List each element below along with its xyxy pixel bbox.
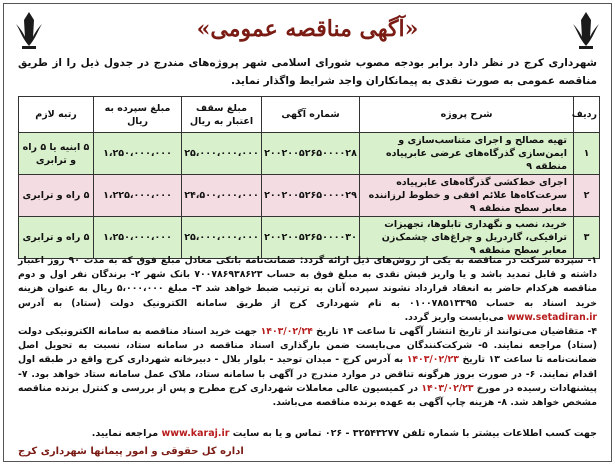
cell-ceiling: ۲۵،۰۰۰،۰۰۰،۰۰۰ <box>182 133 262 175</box>
cell-row-number: ۳ <box>574 217 600 259</box>
tender-notice <box>3 3 612 462</box>
cell-row-number: ۱ <box>574 133 600 175</box>
notice-title: «آگهی مناقصه عمومی» <box>196 16 419 42</box>
cell-deposit: ۱،۲۵۰،۰۰۰،۰۰۰ <box>94 133 182 175</box>
header-ad-number: شماره آگهی <box>262 97 360 133</box>
header-ceiling: مبلغ سقف اعتبار به ریال <box>182 97 262 133</box>
terms-text: جهت خرید اسناد مناقصه به سامانه الکترونیکی دولت (ستاد) مراجعه نمایند. ۵- شرکت‌کنندگان می‌بایست ضمن بارگذاری اسناد مناقصه در سامانه ستاد، نسبت به تحویل اصل ضمانت‌نامه تا ساعت ۱۳ تاریخ <box>18 326 597 366</box>
cell-grade: ۵ ابنیه یا ۵ راه و ترابری <box>19 133 94 175</box>
cell-ceiling: ۲۴،۵۰۰،۰۰۰،۰۰۰ <box>182 175 262 217</box>
cell-deposit: ۱،۲۵۰،۰۰۰،۰۰۰ <box>94 217 182 259</box>
contact-line <box>18 428 597 439</box>
cell-row-number: ۲ <box>574 175 600 217</box>
cell-project: خرید، نصب و نگهداری تابلوها، تجهیزات ترافیکی، گاردریل و چراغ‌های چشمک‌زن معابر سطح منطقه ۹ <box>360 217 574 259</box>
terms-paragraph <box>18 254 597 325</box>
contact-text: مراجعه نمایید. <box>91 428 159 439</box>
cell-ad-number: ۲۰۰۲۰۰۵۲۶۵۰۰۰۰۲۸ <box>262 133 360 175</box>
terms-text: ۴- متقاضیان می‌توانند از تاریخ انتشار آگهی تا ساعت ۱۴ تاریخ <box>316 326 597 338</box>
cell-ceiling: ۲۵،۰۰۰،۰۰۰،۰۰۰ <box>182 217 262 259</box>
contact-text: جهت کسب اطلاعات بیشتر با شماره تلفن ۳۲۵۴۳۲۷۷ - ۰۲۶ تماس و یا به سایت <box>232 428 597 439</box>
cell-grade: ۵ راه و ترابری <box>19 217 94 259</box>
terms-text: در کمیسیون عالی معاملات شهرداری کرج مطرح و پس از بررسی و کنترل برنده مناقصه مشخص خواهد شد. ۸- هزینه چاپ آگهی به عهده برنده مناقصه می‌باشد. <box>18 382 597 409</box>
terms-paragraph <box>18 325 597 410</box>
issuer-footer: اداره کل حقوقی و امور پیمانها شهرداری کرج <box>18 446 244 457</box>
terms-text: به آدرس کرج - میدان توحید - بلوار بلال - دبیرخانه شهرداری کرج واقع در طبقه اول اقدام نمایند. ۶- در صورت بروز هرگونه تناقض در موارد مندرج در آگهی با سامانه ستاد، ملاک عمل سامانه ستاد خواهد بود. ۷- پیشنهادات رسیده در مورخ <box>18 354 597 394</box>
projects-table <box>18 96 600 259</box>
guarantee-date: ۱۴۰۳/۰۲/۲۳ <box>406 354 459 366</box>
table-row <box>19 175 600 217</box>
table-row <box>19 133 600 175</box>
terms-text: می‌بایست واریز گردد. <box>404 311 504 323</box>
table-row <box>19 217 600 259</box>
cell-project: تهیه مصالح و اجرای متناسب‌سازی و ایمن‌سازی گذرگاه‌های عرضی عابرپیاده منطقه ۹ <box>360 133 574 175</box>
cell-deposit: ۱،۲۲۵،۰۰۰،۰۰۰ <box>94 175 182 217</box>
header-deposit: مبلغ سپرده به ریال <box>94 97 182 133</box>
header-row-number: ردیف <box>574 97 600 133</box>
cell-project: اجرای خط‌کشی گذرگاه‌های عابرپیاده سرعت‌کاه‌ها علائم افقی و خطوط لرزاننده معابر سطح منطقه ۹ <box>360 175 574 217</box>
karaj-website-link[interactable]: www.karaj.ir <box>161 428 230 439</box>
cell-grade: ۵ راه و ترابری <box>19 175 94 217</box>
deadline-date: ۱۴۰۳/۰۲/۲۴ <box>260 326 313 338</box>
tender-terms <box>18 254 597 410</box>
table-header-row <box>19 97 600 133</box>
cell-ad-number: ۲۰۰۲۰۰۵۲۶۵۰۰۰۰۳۰ <box>262 217 360 259</box>
terms-text: ۱- سپرده شرکت در مناقصه به یکی از روش‌های ذیل ارائه گردد: ضمانت‌نامه بانکی معادل مبلغ فوق که به مدت ۹۰ روز اعتبار داشته و قابل تمدید باشد و یا واریز فیش نقدی به مبلغ فوق به حساب ۷۰۰۷۸۶۹۳۸۶۲۳ بانک شهر ۲- برندگان نفر اول و دوم مناقصه هرکدام حاضر به انعقاد قرارداد نشوند سپرده آنان به ترتیب ضبط خواهد شد ۳- مبلغ ۵،۰۰۰،۰۰۰ ریال به عنوان هزینه خرید اسناد به حساب ۰۱۰۰۷۸۵۱۳۳۹۵ به نام شهرداری کرج از طریق سامانه الکترونیک دولت (ستاد) به آدرس <box>18 255 598 309</box>
header-project: شرح پروژه <box>360 97 574 133</box>
cell-ad-number: ۲۰۰۲۰۰۵۲۶۵۰۰۰۰۲۹ <box>262 175 360 217</box>
header-grade: رتبه لازم <box>19 97 94 133</box>
opening-date: ۱۴۰۳/۰۲/۲۳ <box>421 382 474 394</box>
setadiran-link[interactable]: www.setadiran.ir <box>507 311 597 323</box>
notice-intro: شهرداری کرج در نظر دارد برابر بودجه مصوب شورای اسلامی شهر پروژه‌های مندرج در جدول ذیل را از طریق مناقصه عمومی به صورت نقدی به پیمانکاران واجد شرایط واگذار نماید. <box>18 57 597 87</box>
